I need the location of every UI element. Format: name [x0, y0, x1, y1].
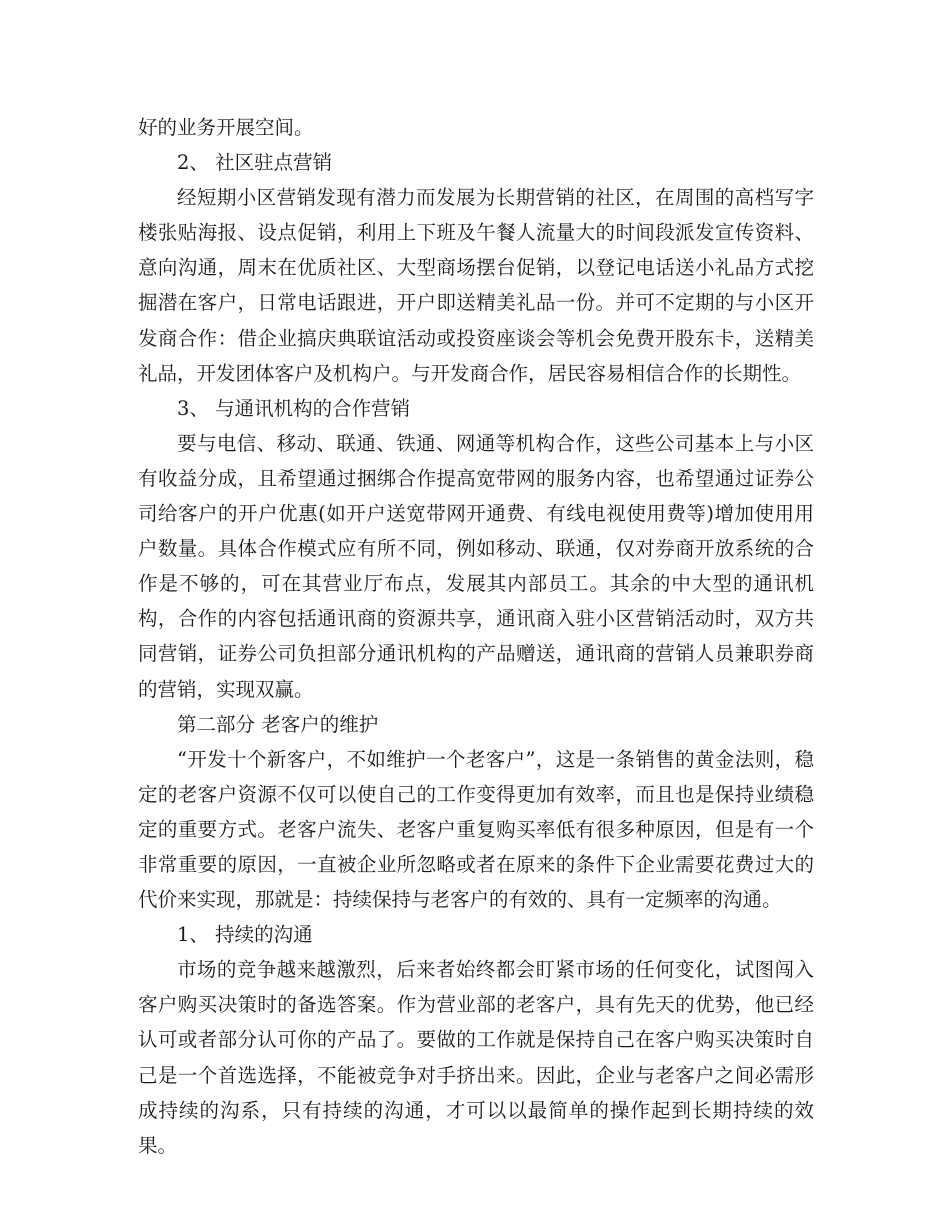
- section-heading-community-marketing: 2、 社区驻点营销: [177, 151, 333, 175]
- part-heading-old-customer-maintenance: 第二部分 老客户的维护: [177, 712, 379, 736]
- paragraph-continuous-communication: 市场的竞争越来越激烈，后来者始终都会盯紧市场的任何变化，试图闯入客户购买决策时的备选答案。作为营业部的老客户，具有先天的优势，他已经认可或者部分认可你的产品了。要做的工作就是保持自己在客户购买决策时自己是一个首选选择，不能被竞争对手挤出来。因此，企业与老客户之间必需形成持续的沟系，只有持续的沟通，才可以以最简单的操作起到长期持续的效果。: [138, 958, 814, 1157]
- paragraph-telecom-cooperation: 要与电信、移动、联通、铁通、网通等机构合作，这些公司基本上与小区有收益分成，且希望通过捆绑合作提高宽带网的服务内容，也希望通过证券公司给客户的开户优惠(如开户送宽带网开通费、有线电视使用费等)增加使用用户数量。具体合作模式应有所不同，例如移动、联通，仅对券商开放系统的合作是不够的，可在其营业厅布点，发展其内部员工。其余的中大型的通讯机构，合作的内容包括通讯商的资源共享，通讯商入驻小区营销活动时，双方共同营销，证券公司负担部分通讯机构的产品赠送，通讯商的营销人员兼职券商的营销，实现双赢。: [138, 431, 814, 701]
- paragraph-old-customer-maintenance: “开发十个新客户，不如维护一个老客户”，这是一条销售的黄金法则，稳定的老客户资源不仅可以使自己的工作变得更加有效率，而且也是保持业绩稳定的重要方式。老客户流失、老客户重复购买率低有很多种原因，但是有一个非常重要的原因，一直被企业所忽略或者在原来的条件下企业需要花费过大的代价来实现，那就是：持续保持与老客户的有效的、具有一定频率的沟通。: [138, 747, 814, 912]
- document-body: [138, 110, 814, 1163]
- section-heading-continuous-communication: 1、 持续的沟通: [177, 923, 313, 947]
- paragraph-continuation: 好的业务开展空间。: [138, 116, 314, 139]
- paragraph-community-marketing: 经短期小区营销发现有潜力而发展为长期营销的社区，在周围的高档写字楼张贴海报、设点促销，利用上下班及午餐人流量大的时间段派发宣传资料、意向沟通，周末在优质社区、大型商场摆台促销，以登记电话送小礼品方式挖掘潜在客户，日常电话跟进，开户即送精美礼品一份。并可不定期的与小区开发商合作：借企业搞庆典联谊活动或投资座谈会等机会免费开股东卡，送精美礼品，开发团体客户及机构户。与开发商合作，居民容易相信合作的长期性。: [138, 186, 814, 385]
- section-heading-telecom-cooperation: 3、 与通讯机构的合作营销: [177, 396, 411, 420]
